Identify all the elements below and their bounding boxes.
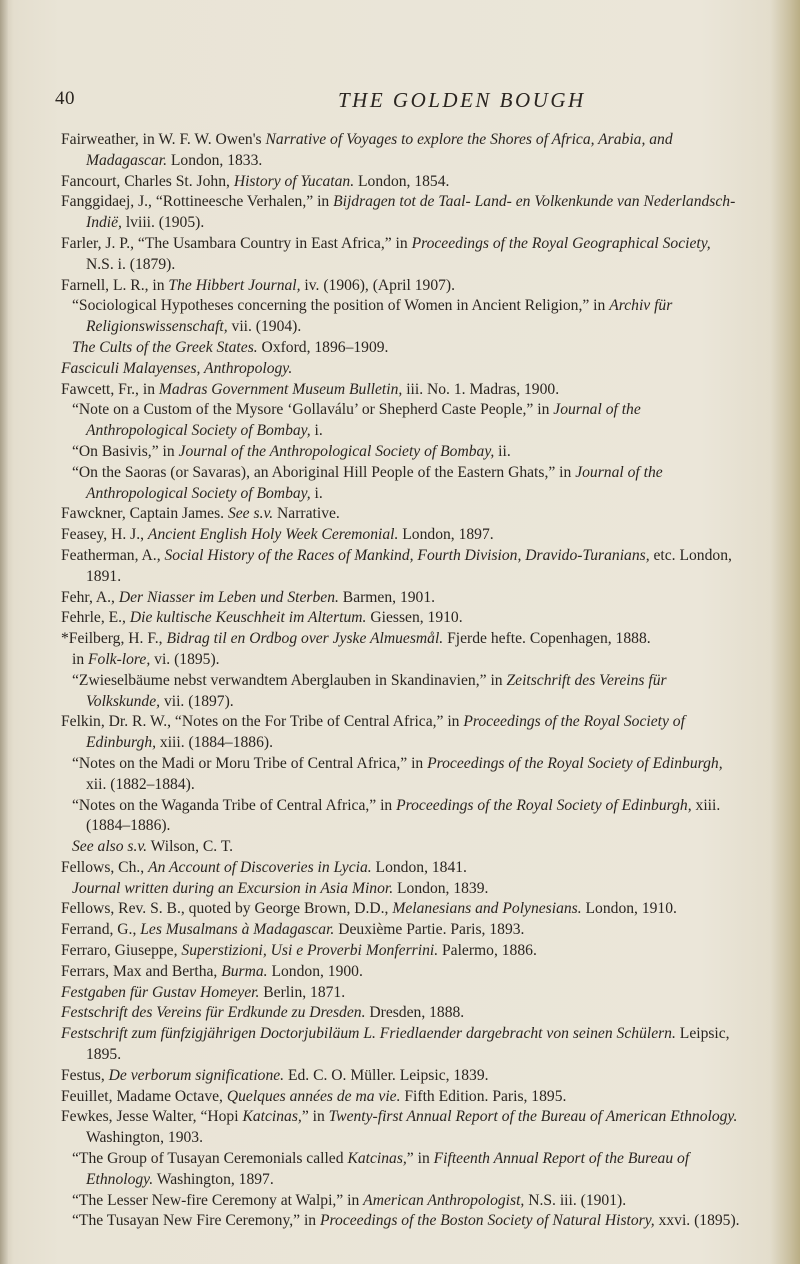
entry-title-text: Katcinas, xyxy=(347,1150,407,1168)
bibliography-entry xyxy=(61,962,741,983)
bibliography-subentry xyxy=(61,1211,741,1232)
entry-text: Fawckner, Captain James. xyxy=(61,505,228,523)
entry-title-text: American Anthropologist, xyxy=(363,1191,525,1209)
entry-title-text: Journal of the Anthropological Society of Bombay, xyxy=(178,442,495,460)
entry-text: iv. (1906), (April 1907). xyxy=(300,276,455,294)
entry-title-text: Superstizioni, Usi e Proverbi Monferrini. xyxy=(181,942,439,960)
bibliography-entry xyxy=(61,546,741,588)
entry-text: vii. (1904). xyxy=(227,318,302,336)
entry-title-text: Zeitschrift des Vereins für Volkskunde, xyxy=(86,671,667,710)
entry-title-text: Katcinas, xyxy=(242,1108,302,1126)
bibliography-entry xyxy=(61,504,741,525)
entry-text: ” in xyxy=(301,1108,329,1126)
entry-text: Fellows, Ch., xyxy=(61,858,149,876)
entry-text: Oxford, 1896–1909. xyxy=(257,338,389,356)
entry-title-text: Proceedings of the Royal Society of Edinburgh, xyxy=(396,796,692,814)
entry-text: Wilson, C. T. xyxy=(147,838,234,856)
entry-title-text: Quelques années de ma vie. xyxy=(226,1087,401,1105)
entry-text: Feasey, H. J., xyxy=(61,526,148,544)
entry-text: “Note on a Custom of the Mysore ‘Gollaválu’ or Shepherd Caste People,” in xyxy=(72,401,554,419)
entry-text: etc. London, 1891. xyxy=(86,546,732,585)
bibliography-subentry xyxy=(61,671,741,713)
entry-text: lviii. (1905). xyxy=(121,214,205,232)
entry-text: Ed. C. O. Müller. Leipsic, 1839. xyxy=(284,1066,489,1084)
entry-text: Fawcett, Fr., in xyxy=(61,380,159,398)
bibliography-entry xyxy=(61,1066,741,1087)
bibliography-subentry xyxy=(61,650,741,671)
entry-text: N.S. i. (1879). xyxy=(86,255,176,273)
entry-title-text: Folk-lore, xyxy=(88,650,151,668)
entry-title-text: Madras Government Museum Bulletin, xyxy=(158,380,403,398)
entry-text: Fehrle, E., xyxy=(61,609,130,627)
entry-text: xiii. (1884–1886). xyxy=(156,734,273,752)
bibliography-entry xyxy=(61,588,741,609)
entry-text: Dresden, 1888. xyxy=(365,1004,465,1022)
bibliography-entry xyxy=(61,172,741,193)
entry-title-text: Proceedings of the Boston Society of Natural History, xyxy=(320,1212,655,1230)
entry-text: xxvi. (1895). xyxy=(654,1212,740,1230)
entry-text: London, 1854. xyxy=(354,172,450,190)
entry-text: London, 1900. xyxy=(267,962,363,980)
entry-title-text: Bidrag til en Ordbog over Jyske Almuesmål. xyxy=(166,630,444,648)
entry-text: Ferrars, Max and Bertha, xyxy=(61,962,222,980)
entry-title-text: Bijdragen tot de Taal- Land- en Volkenkunde van Nederlandsch-Indië, xyxy=(86,193,736,232)
entry-text: Felkin, Dr. R. W., “Notes on the For Tribe of Central Africa,” in xyxy=(61,713,464,731)
bibliography-subentry xyxy=(61,463,741,505)
bibliography-entry xyxy=(61,234,741,276)
entry-text: Festus, xyxy=(61,1066,109,1084)
entry-text: “The Group of Tusayan Ceremonials called xyxy=(72,1150,348,1168)
bibliography-subentry xyxy=(61,754,741,796)
entry-title-text: Narrative of Voyages to explore the Shores of Africa, Arabia, and Madagascar. xyxy=(86,131,673,169)
entry-title-text: Ancient English Holy Week Ceremonial. xyxy=(147,526,399,544)
entry-text: Featherman, A., xyxy=(61,546,165,564)
page-header xyxy=(0,88,800,118)
entry-title-text: Fifteenth Annual Report of the Bureau of Ethnology. xyxy=(86,1150,690,1188)
entry-title-text: See s.v. xyxy=(227,505,274,523)
page-gutter-shadow xyxy=(0,0,8,1264)
entry-title-text: Fasciculi Malayenses, Anthropology. xyxy=(61,359,293,377)
entry-text: London, 1910. xyxy=(581,900,677,918)
entry-title-text: Proceedings of the Royal Geographical Society, xyxy=(411,234,711,252)
entry-text: Farler, J. P., “The Usambara Country in East Africa,” in xyxy=(61,234,412,252)
bibliography-subentry xyxy=(61,442,741,463)
entry-title-text: Festschrift des Vereins für Erdkunde zu Dresden. xyxy=(61,1004,366,1022)
entry-title-text: The Cults of the Greek States. xyxy=(72,338,258,356)
bibliography-subentry xyxy=(61,338,741,359)
bibliography-subentry xyxy=(61,879,741,900)
entry-text: Farnell, L. R., in xyxy=(61,276,169,294)
bibliography-entry xyxy=(61,276,741,297)
entry-text: xiii. (1884–1886). xyxy=(86,796,721,835)
bibliography-entry xyxy=(61,380,741,401)
entry-title-text: History of Yucatan. xyxy=(233,172,355,190)
running-title: THE GOLDEN BOUGH xyxy=(338,88,586,112)
bibliography-subentry xyxy=(61,1149,741,1191)
entry-title-text: Festschrift zum fünfzigjährigen Doctorjubiläum L. Friedlaender dargebracht von seinen Schülern. xyxy=(61,1025,676,1043)
entry-title-text: Les Musalmans à Madagascar. xyxy=(140,921,335,939)
bibliography-entry xyxy=(61,608,741,629)
entry-text: “Sociological Hypotheses concerning the position of Women in Ancient Religion,” in xyxy=(72,297,610,315)
entry-text: Berlin, 1871. xyxy=(259,983,346,1001)
entry-text: ii. xyxy=(494,442,511,460)
entry-text: ” in xyxy=(406,1150,434,1168)
entry-text: vi. (1895). xyxy=(150,650,220,668)
entry-text: Fairweather, in W. F. W. Owen's xyxy=(61,131,266,148)
entry-title-text: Twenty-first Annual Report of the Bureau of American Ethnology. xyxy=(328,1108,738,1126)
entry-text: London, 1841. xyxy=(371,858,467,876)
entry-title-text: The Hibbert Journal, xyxy=(168,276,301,294)
entry-title-text: Melanesians and Polynesians. xyxy=(392,900,582,918)
entry-title-text: Burma. xyxy=(221,962,268,980)
entry-title-text: See also s.v. xyxy=(72,838,148,856)
entry-text: “Zwieselbäume nebst verwandtem Aberglauben in Skandinavien,” in xyxy=(72,671,507,689)
entry-text: “Notes on the Madi or Moru Tribe of Central Africa,” in xyxy=(72,754,428,772)
entry-text: London, 1897. xyxy=(398,526,494,544)
entry-title-text: Proceedings of the Royal Society of Edinburgh, xyxy=(427,754,723,772)
entry-text: vii. (1897). xyxy=(160,692,234,710)
bibliography-entry xyxy=(61,1107,741,1149)
bibliography-entry xyxy=(61,712,741,754)
entry-text: xii. (1882–1884). xyxy=(86,775,195,793)
entry-text: “On Basivis,” in xyxy=(72,442,179,460)
entry-text: Barmen, 1901. xyxy=(338,588,436,606)
bibliography-entry xyxy=(61,920,741,941)
bibliography-subentry xyxy=(61,1191,741,1212)
bibliography-subentry xyxy=(61,837,741,858)
bibliography-entry xyxy=(61,525,741,546)
entry-text: Fancourt, Charles St. John, xyxy=(61,172,234,190)
entry-text: “The Lesser New-fire Ceremony at Walpi,” in xyxy=(72,1191,364,1209)
bibliography-entry xyxy=(61,192,741,234)
entry-title-text: Der Niasser im Leben und Sterben. xyxy=(118,588,339,606)
entry-text: Fjerde hefte. Copenhagen, 1888. xyxy=(443,630,651,648)
entry-title-text: Journal of the Anthropological Society of Bombay, xyxy=(86,463,663,502)
entry-text: Fifth Edition. Paris, 1895. xyxy=(400,1087,567,1105)
bibliography-list xyxy=(61,130,741,1232)
bibliography-entry xyxy=(61,1024,741,1066)
bibliography-entry xyxy=(61,899,741,920)
entry-title-text: Social History of the Races of Mankind, Fourth Division, Dravido-Turanians, xyxy=(164,546,650,564)
entry-text: “The Tusayan New Fire Ceremony,” in xyxy=(72,1212,321,1230)
entry-text: “On the Saoras (or Savaras), an Aboriginal Hill People of the Eastern Ghats,” in xyxy=(72,463,576,481)
bibliography-subentry xyxy=(61,400,741,442)
entry-text: i. xyxy=(310,422,323,440)
bibliography-entry xyxy=(61,941,741,962)
entry-title-text: Journal written during an Excursion in Asia Minor. xyxy=(72,879,394,897)
entry-text: London, 1833. xyxy=(167,151,263,169)
page-number: 40 xyxy=(55,88,75,109)
entry-text: Leipsic, 1895. xyxy=(86,1025,730,1064)
bibliography-entry xyxy=(61,629,741,650)
entry-title-text: Archiv für Religionswissenschaft, xyxy=(86,297,673,336)
entry-text: iii. No. 1. Madras, 1900. xyxy=(402,380,560,398)
bibliography-subentry xyxy=(61,796,741,838)
entry-title-text: De verborum significatione. xyxy=(108,1066,285,1084)
entry-text: Palermo, 1886. xyxy=(438,942,537,960)
entry-title-text: Proceedings of the Royal Society of Edinburgh, xyxy=(86,713,685,752)
entry-text: Giessen, 1910. xyxy=(366,609,463,627)
bibliography-entry xyxy=(61,1003,741,1024)
bibliography-entry xyxy=(61,858,741,879)
entry-text: “Notes on the Waganda Tribe of Central Africa,” in xyxy=(72,796,397,814)
bibliography-entry xyxy=(61,983,741,1004)
bibliography-subentry xyxy=(61,296,741,338)
entry-text: in xyxy=(72,650,89,668)
entry-text: Fewkes, Jesse Walter, “Hopi xyxy=(61,1108,243,1126)
entry-text: Fanggidaej, J., “Rottineesche Verhalen,” in xyxy=(61,193,334,211)
entry-text: Fehr, A., xyxy=(61,588,119,606)
entry-text: Ferrand, G., xyxy=(61,921,141,939)
entry-text: *Feilberg, H. F., xyxy=(61,630,167,648)
entry-text: Narrative. xyxy=(273,505,340,523)
entry-text: Ferraro, Giuseppe, xyxy=(61,942,182,960)
bibliography-entry xyxy=(61,1087,741,1108)
entry-text: Deuxième Partie. Paris, 1893. xyxy=(334,921,525,939)
entry-text: Washington, 1897. xyxy=(153,1170,274,1188)
entry-title-text: Journal of the Anthropological Society of Bombay, xyxy=(86,401,641,440)
entry-text: i. xyxy=(310,484,323,502)
entry-title-text: An Account of Discoveries in Lycia. xyxy=(148,858,372,876)
entry-text: N.S. iii. (1901). xyxy=(524,1191,627,1209)
entry-text: Feuillet, Madame Octave, xyxy=(61,1087,227,1105)
entry-text: Washington, 1903. xyxy=(86,1129,203,1147)
entry-title-text: Die kultische Keuschheit im Altertum. xyxy=(129,609,367,627)
entry-text: Fellows, Rev. S. B., quoted by George Brown, D.D., xyxy=(61,900,393,918)
bibliography-entry xyxy=(61,130,741,172)
entry-text: London, 1839. xyxy=(393,879,489,897)
entry-title-text: Festgaben für Gustav Homeyer. xyxy=(61,983,260,1001)
bibliography-entry xyxy=(61,359,741,380)
